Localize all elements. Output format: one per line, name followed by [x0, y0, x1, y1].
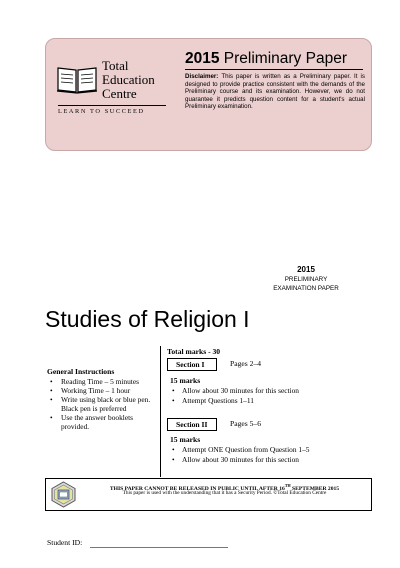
- paper-title-text: Preliminary Paper: [223, 50, 347, 67]
- instruction-item: • Working Time – 1 hour: [47, 386, 157, 395]
- paper-title: [185, 50, 347, 68]
- notice-headline-text: THIS PAPER CANNOT BE RELEASED IN PUBLIC UNTIL AFTER 16: [109, 485, 285, 492]
- exam-meta: [246, 264, 366, 293]
- student-id-field[interactable]: [90, 547, 228, 548]
- subject-title: Studies of Religion I: [45, 306, 250, 332]
- section-2-label: Section II: [167, 418, 217, 431]
- section-1-label: Section I: [167, 358, 217, 371]
- section-2-pages: Pages 5–6: [230, 419, 262, 428]
- logo-text-education: Education: [102, 72, 155, 87]
- disclaimer-label: Disclaimer:: [185, 73, 219, 80]
- instruction-item: • Write using black or blue pen. Black pen is preferred: [47, 395, 157, 413]
- logo-text-total: Total: [102, 58, 129, 73]
- open-book-icon: [56, 65, 98, 95]
- paper-title-year: 2015: [185, 50, 220, 67]
- notice-subline: This paper is used with the understanding that it has a Security Period. ©Total Education Centre: [122, 490, 327, 496]
- notice-headline-date: SEPTEMBER 2015: [290, 485, 340, 492]
- meta-examination-paper: EXAMINATION PAPER: [273, 285, 339, 292]
- section-1-list: [170, 386, 299, 405]
- section-2-list: [170, 445, 309, 464]
- release-notice: [45, 478, 372, 511]
- section-1-item: • Allow about 30 minutes for this section: [170, 386, 299, 396]
- logo-tagline: LEARN TO SUCCEED: [58, 108, 145, 115]
- section-2-item: • Attempt ONE Question from Question 1–5: [170, 445, 309, 455]
- instruction-item: • Reading Time – 5 minutes: [47, 377, 157, 386]
- title-divider: [185, 69, 363, 70]
- section-1-marks: 15 marks: [170, 376, 201, 385]
- section-2-marks: 15 marks: [170, 435, 201, 444]
- logo: [56, 54, 176, 129]
- section-1-pages: Pages 2–4: [230, 359, 262, 368]
- notice-headline-sup: TH: [284, 483, 291, 488]
- general-instructions-title: General Instructions: [47, 367, 115, 376]
- meta-year: 2015: [297, 265, 315, 274]
- disclaimer-text: This paper is written as a Preliminary paper. It is designed to provide practice consistent with the demands of the Preliminary course and its examination. However, we do not guarantee it predicts question content for a student's actual Preliminary examination.: [185, 73, 365, 110]
- general-instructions-list: [47, 377, 157, 431]
- security-seal-icon: [50, 481, 77, 508]
- column-divider: [160, 346, 161, 477]
- student-id-label: Student ID:: [47, 538, 83, 547]
- disclaimer: [185, 73, 365, 111]
- header-banner: [45, 38, 372, 151]
- section-2-item: • Allow about 30 minutes for this section: [170, 455, 309, 465]
- meta-preliminary: PRELIMINARY: [284, 276, 328, 283]
- total-marks: Total marks - 30: [167, 347, 221, 356]
- section-1-item: • Attempt Questions 1–11: [170, 396, 299, 406]
- logo-divider: [58, 105, 166, 106]
- instruction-item: • Use the answer booklets provided.: [47, 413, 157, 431]
- logo-text-centre: Centre: [102, 86, 137, 101]
